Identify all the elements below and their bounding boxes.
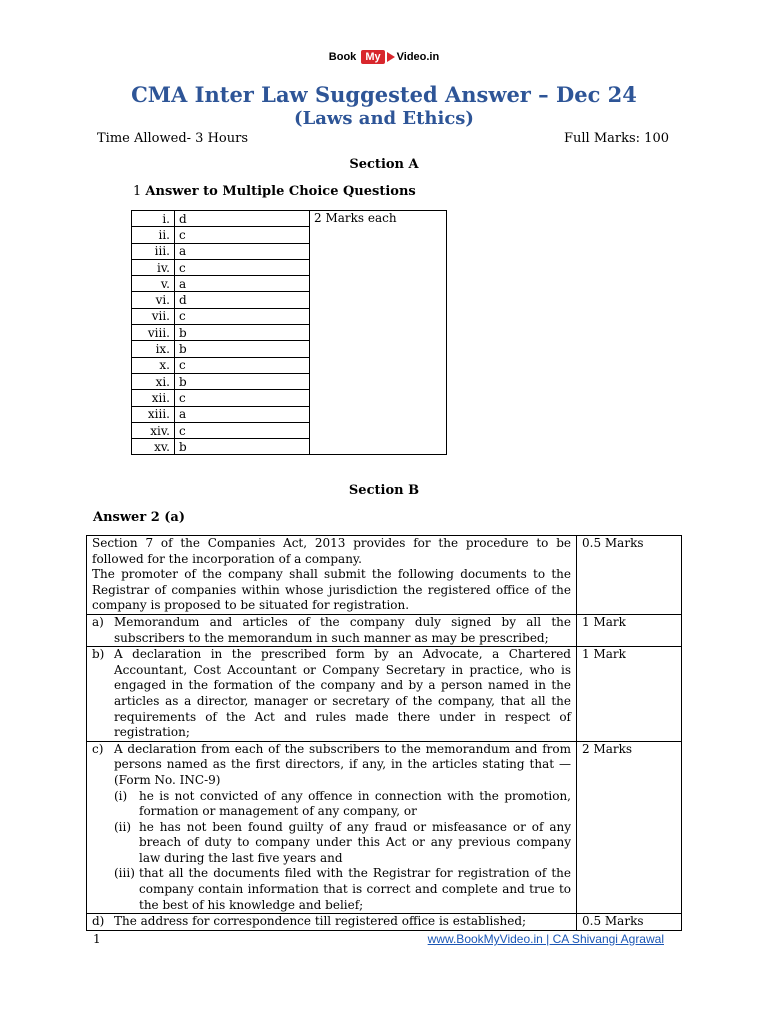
footer-website-link[interactable]: www.BookMyVideo.in | CA Shivangi Agrawal: [427, 932, 664, 946]
item-b-cell: [87, 647, 577, 742]
marks-cell: 2 Marks: [577, 741, 682, 914]
mcq-answer: b: [175, 325, 310, 341]
logo-video: Video.in: [396, 51, 440, 63]
mcq-question-number: v.: [132, 276, 175, 292]
mcq-row: [132, 211, 447, 227]
bookmyvideo-logo: [0, 50, 768, 64]
table-row: [87, 614, 682, 646]
table-row: [87, 647, 682, 742]
mcq-question-number: iii.: [132, 243, 175, 259]
question-number: 1: [133, 184, 142, 199]
table-row: [87, 914, 682, 931]
item-text: The address for correspondence till registered office is established;: [114, 914, 527, 929]
mcq-question-number: x.: [132, 357, 175, 373]
answer-2a-table: [86, 535, 682, 931]
item-text: A declaration from each of the subscribers to the memorandum and from persons named as the first directors, if any, in the articles stating that — (Form No. INC-9): [114, 741, 571, 787]
mcq-answer: c: [175, 259, 310, 275]
item-c-cell: [87, 741, 577, 914]
question-title: Answer to Multiple Choice Questions: [145, 184, 416, 199]
mcq-answer: c: [175, 357, 310, 373]
item-label: a): [92, 614, 104, 629]
mcq-question-number: vii.: [132, 308, 175, 324]
item-label: c): [92, 741, 104, 756]
item-label: b): [92, 647, 105, 662]
intro-paragraph-2: The promoter of the company shall submit the following documents to the Registrar of companies within whose jurisdiction the registered office of the company is proposed to be situated for registration.: [92, 567, 571, 613]
section-a-heading: Section A: [349, 157, 419, 172]
mcq-question-number: ix.: [132, 341, 175, 357]
mcq-question-number: iv.: [132, 259, 175, 275]
mcq-answer: b: [175, 341, 310, 357]
mcq-question-number: i.: [132, 211, 175, 227]
item-text: Memorandum and articles of the company duly signed by all the subscribers to the memorandum in such manner as may be prescribed;: [114, 614, 571, 645]
mcq-question-number: vi.: [132, 292, 175, 308]
intro-cell: [87, 536, 577, 615]
sub-item-text: he has not been found guilty of any fraud or misfeasance or of any breach of duty to company under this Act or any previous company law during the last five years and: [139, 819, 571, 865]
full-marks: Full Marks: 100: [564, 131, 669, 146]
item-a-cell: [87, 614, 577, 646]
intro-paragraph-1: Section 7 of the Companies Act, 2013 provides for the procedure to be followed for the incorporation of a company.: [92, 536, 571, 566]
logo-my: My: [361, 50, 384, 64]
marks-cell: 1 Mark: [577, 647, 682, 742]
mcq-answer: c: [175, 422, 310, 438]
table-row: [87, 536, 682, 615]
item-text: A declaration in the prescribed form by an Advocate, a Chartered Accountant, Cost Accountant or Company Secretary in practice, who is engaged in the formation of the company and by a person named in the articles as a director, manager or secretary of the company, that all the requirements of the Act and rules made there under in respect of registration;: [114, 647, 571, 740]
item-label: d): [92, 914, 105, 929]
page-title: CMA Inter Law Suggested Answer – Dec 24: [131, 82, 637, 107]
mcq-answer: b: [175, 439, 310, 455]
section-b-heading: Section B: [348, 483, 420, 498]
item-d-cell: [87, 914, 577, 931]
marks-cell: 0.5 Marks: [577, 914, 682, 931]
sub-item-label: (i): [114, 788, 128, 803]
mcq-question-number: xii.: [132, 390, 175, 406]
play-icon: [387, 52, 395, 62]
mcq-answer: d: [175, 292, 310, 308]
page-number: 1: [93, 932, 101, 946]
mcq-answer: c: [175, 308, 310, 324]
marks-cell: 1 Mark: [577, 614, 682, 646]
sub-item-label: (ii): [114, 819, 132, 834]
marks-cell: 0.5 Marks: [577, 536, 682, 615]
page-subtitle: (Laws and Ethics): [294, 108, 474, 129]
mcq-question-number: viii.: [132, 325, 175, 341]
sub-item-text: that all the documents filed with the Registrar for registration of the company contain information that is correct and complete and true to the best of his knowledge and belief;: [139, 866, 571, 912]
mcq-answer-table: [131, 210, 447, 455]
question-1-heading: [133, 184, 416, 199]
logo-book: Book: [328, 51, 357, 63]
time-allowed: Time Allowed- 3 Hours: [97, 131, 249, 146]
sub-item-label: (iii): [114, 866, 135, 881]
mcq-answer: a: [175, 243, 310, 259]
mcq-question-number: ii.: [132, 227, 175, 243]
mcq-question-number: xv.: [132, 439, 175, 455]
mcq-answer: b: [175, 373, 310, 389]
table-row: [87, 741, 682, 914]
mcq-marks-note: 2 Marks each: [310, 211, 447, 455]
mcq-question-number: xiv.: [132, 422, 175, 438]
mcq-question-number: xi.: [132, 373, 175, 389]
mcq-answer: d: [175, 211, 310, 227]
mcq-answer: a: [175, 406, 310, 422]
mcq-answer: a: [175, 276, 310, 292]
sub-item-text: he is not convicted of any offence in connection with the promotion, formation or management of any company, or: [139, 788, 571, 819]
mcq-answer: c: [175, 390, 310, 406]
mcq-question-number: xiii.: [132, 406, 175, 422]
answer-2a-label: Answer 2 (a): [93, 510, 185, 525]
mcq-answer: c: [175, 227, 310, 243]
